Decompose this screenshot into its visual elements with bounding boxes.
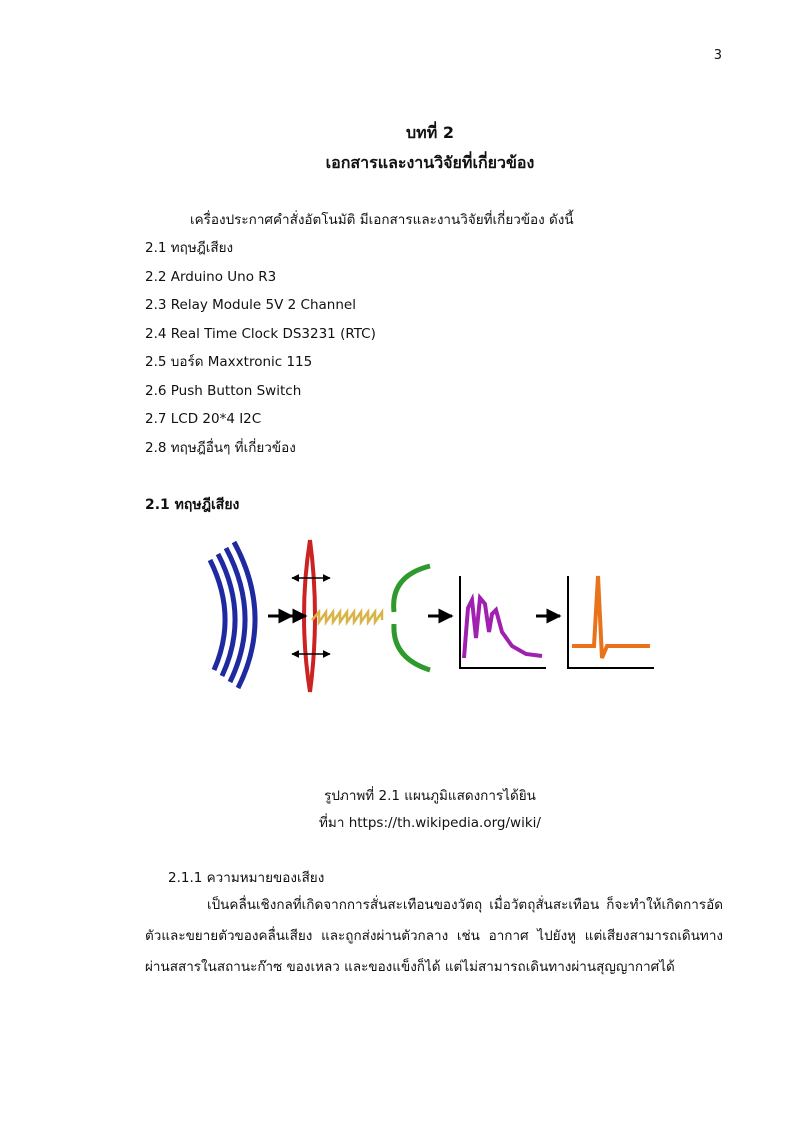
signal-plot bbox=[460, 576, 546, 668]
chapter-label: บทที่ 2 bbox=[406, 123, 454, 142]
sound-waves bbox=[210, 542, 255, 688]
chapter-heading bbox=[0, 118, 794, 178]
cochlea bbox=[394, 566, 430, 670]
figure-caption bbox=[0, 783, 794, 837]
caption-title: รูปภาพที่ 2.1 แผนภูมิแสดงการได้ยิน bbox=[324, 788, 536, 804]
caption-source: ที่มา https://th.wikipedia.org/wiki/ bbox=[319, 815, 541, 831]
body-paragraph: เป็นคลื่นเชิงกลที่เกิดจากการสั่นสะเทือนของวัตถุ เมื่อวัตถุสั่นสะเทือน ก็จะทำให้เกิดการอัดตัวและขยายตัวของคลื่นเสียง และถูกส่งผ่านตัวกลาง เช่น อากาศ ไปยังหู แต่เสียงสามารถเดินทางผ่านสสารในสถานะก๊าซ ของเหลว และของแข็งก็ได้ แต่ไม่สามารถเดินทางผ่านสุญญากาศได้ bbox=[145, 897, 723, 975]
subsection-heading: 2.1.1 ความหมายของเสียง bbox=[168, 870, 325, 886]
chapter-title: เอกสารและงานวิจัยที่เกี่ยวข้อง bbox=[325, 153, 535, 172]
ossicles-spring bbox=[312, 612, 382, 622]
intro-text: เครื่องประกาศคำสั่งอัตโนมัติ มีเอกสารและงานวิจัยที่เกี่ยวข้อง ดังนี้ bbox=[190, 212, 574, 228]
topic-item: 2.3 Relay Module 5V 2 Channel bbox=[145, 297, 356, 313]
topic-item: 2.4 Real Time Clock DS3231 (RTC) bbox=[145, 325, 376, 342]
topic-item: 2.6 Push Button Switch bbox=[145, 382, 302, 399]
topic-item: 2.5 บอร์ด Maxxtronic 115 bbox=[145, 354, 313, 370]
topic-list bbox=[145, 236, 376, 464]
page-number: 3 bbox=[713, 48, 722, 63]
response-plot bbox=[568, 576, 654, 668]
topic-item: 2.8 ทฤษฎีอื่นๆ ที่เกี่ยวข้อง bbox=[145, 439, 296, 456]
topic-item: 2.7 LCD 20*4 I2C bbox=[145, 411, 262, 427]
section-heading: 2.1 ทฤษฎีเสียง bbox=[145, 497, 240, 513]
hearing-diagram bbox=[200, 528, 660, 694]
topic-item: 2.1 ทฤษฎีเสียง bbox=[145, 240, 234, 256]
topic-item: 2.2 Arduino Uno R3 bbox=[145, 268, 277, 285]
